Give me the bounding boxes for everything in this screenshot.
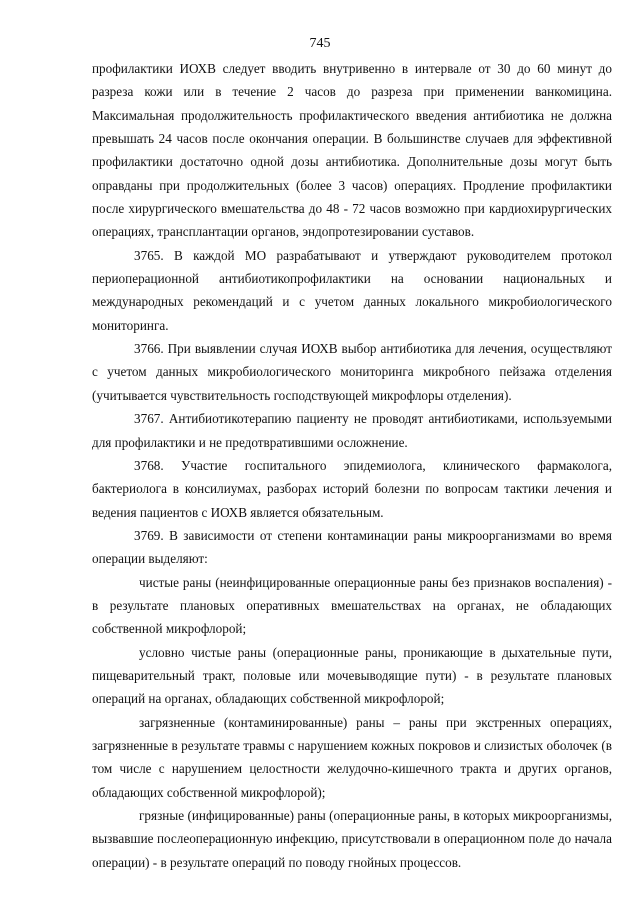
- paragraph-3767: 3767. Антибиотикотерапию пациенту не проводят антибиотиками, используемыми для профилактики и не предотвратившими осложнение.: [92, 411, 612, 450]
- paragraph-continuation: профилактики ИОХВ следует вводить внутривенно в интервале от 30 до 60 минут до разреза кожи или в течение 2 часов до разреза при применении ванкомицина. Максимальная продолжительность профилактического введения антибиотика не должна превышать 24 часов после окончания операции. В большинстве случаев для эффективной профилактики достаточно одной дозы антибиотика. Дополнительные дозы могут быть оправданы при продолжительных (более 3 часов) операциях. Продление профилактики после хирургического вмешательства до 48 - 72 часов возможно при кардиохирургических операциях, трансплантации органов, эндопротезировании суставов.: [92, 61, 612, 240]
- list-item-clean-wounds: чистые раны (неинфицированные операционные раны без признаков воспаления) - в результате плановых оперативных вмешательствах на органах, не обладающих собственной микрофлорой;: [92, 574, 612, 637]
- list-item-conditionally-clean-wounds: условно чистые раны (операционные раны, проникающие в дыхательные пути, пищеварительный тракт, половые или мочевыводящие пути) - в результате плановых операций на органах, обладающих собственной микрофлорой;: [92, 644, 612, 707]
- paragraph-3765: 3765. В каждой МО разрабатывают и утверждают руководителем протокол периоперационной антибиотикопрофилактики на основании национальных и международных рекомендаций и с учетом данных локального микробиологического мониторинга.: [92, 247, 612, 333]
- page-body: [92, 57, 612, 874]
- paragraph-3766: 3766. При выявлении случая ИОХВ выбор антибиотика для лечения, осуществляют с учетом данных микробиологического мониторинга микробного пейзажа отделения (учитывается чувствительность господствующей микрофлоры отделения).: [92, 341, 612, 403]
- list-item-contaminated-wounds: загрязненные (контаминированные) раны – раны при экстренных операциях, загрязненные в результате травмы с нарушением кожных покровов и слизистых оболочек (в том числе с нарушением целостности желудочно-кишечного тракта и других органов, обладающих собственной микрофлорой);: [92, 714, 612, 800]
- paragraph-3769: 3769. В зависимости от степени контаминации раны микроорганизмами во время операции выделяют:: [92, 527, 612, 567]
- list-item-dirty-wounds: грязные (инфицированные) раны (операционные раны, в которых микроорганизмы, вызвавшие послеоперационную инфекцию, присутствовали в операционном поле до начала операции) - в результате операций по поводу гнойных процессов.: [92, 808, 612, 870]
- paragraph-3768: 3768. Участие госпитального эпидемиолога, клинического фармаколога, бактериолога в консилиумах, разборах историй болезни по вопросам тактики лечения и ведения пациентов с ИОХВ является обязательным.: [92, 457, 612, 520]
- page-number: 745: [309, 36, 331, 51]
